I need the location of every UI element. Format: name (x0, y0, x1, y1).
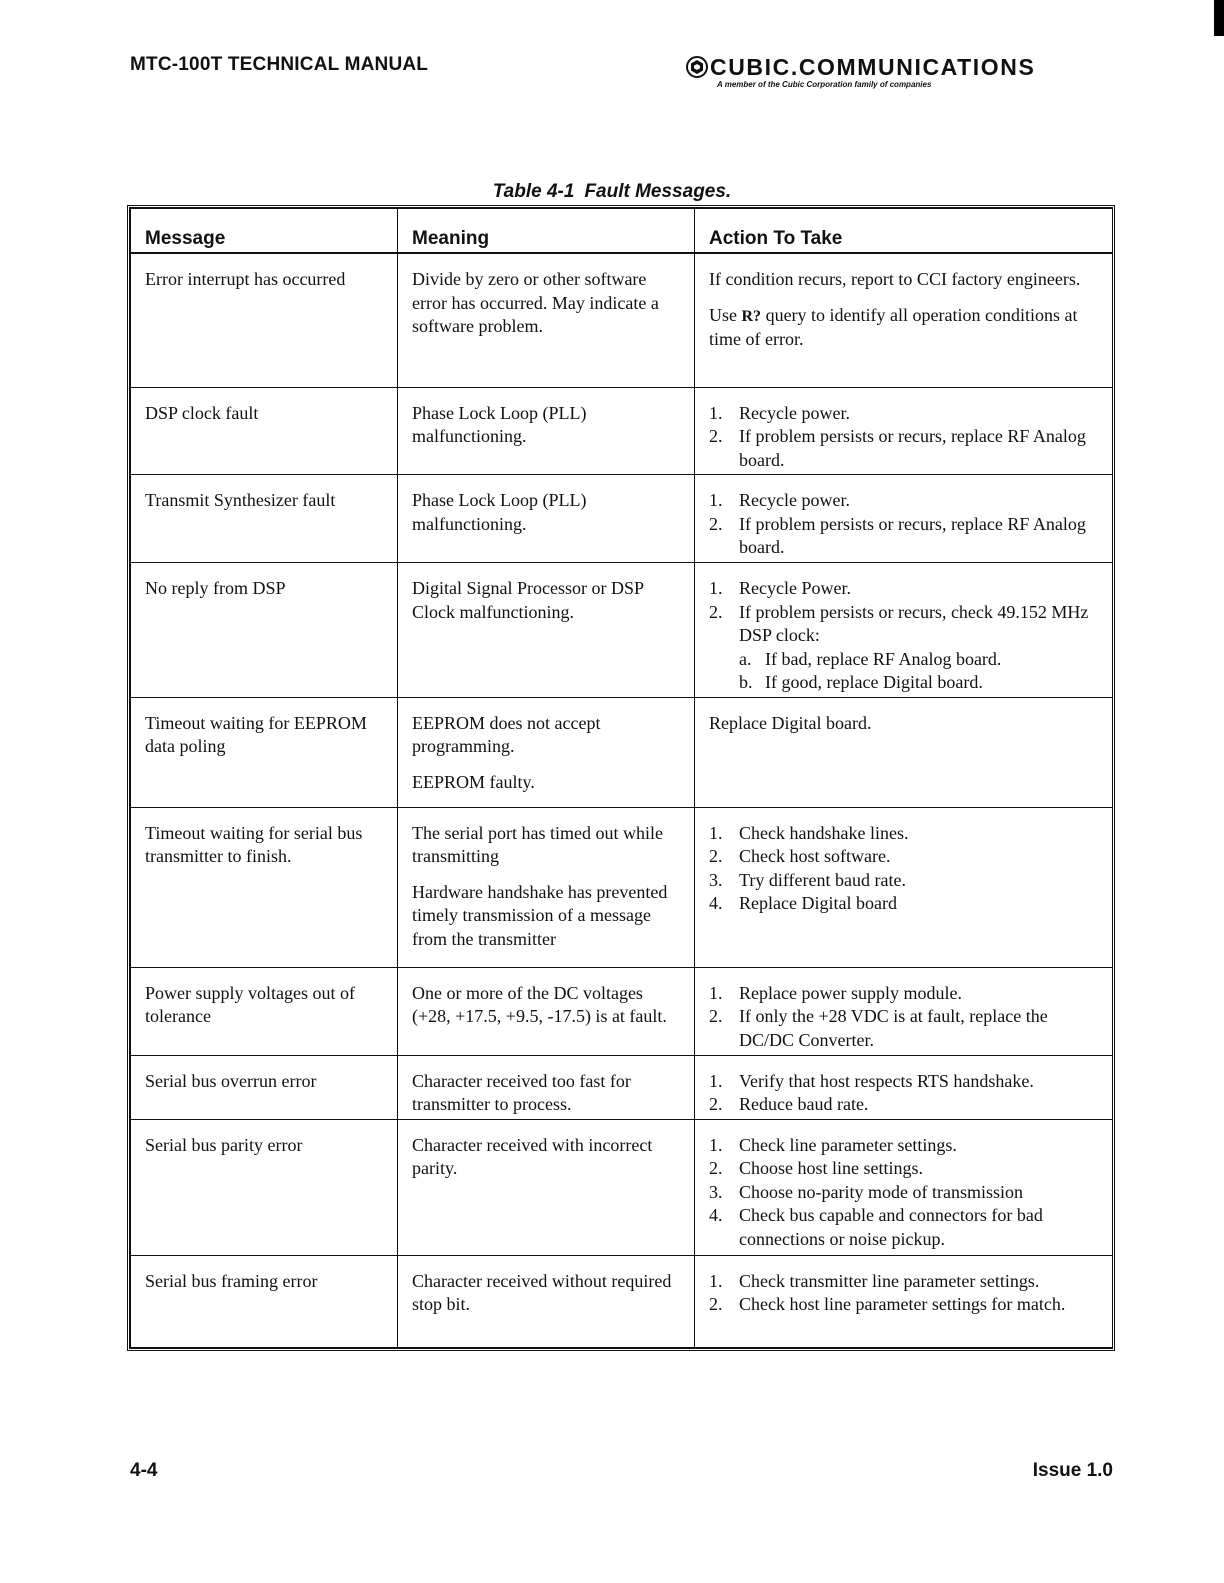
table-row (131, 967, 1113, 1055)
step-number: 1. (709, 490, 723, 510)
meaning-text: One or more of the DC voltages (+28, +17.5, +9.5, -17.5) is at fault. (412, 982, 667, 1026)
message-cell: Serial bus overrun error (131, 1055, 398, 1119)
action-steps (709, 1070, 1100, 1117)
step-text: Check line parameter settings. (739, 1134, 957, 1155)
step-text: If problem persists or recurs, check 49.152 MHz DSP clock: (739, 601, 1089, 645)
meaning-text: Character received without required stop bit. (412, 1270, 672, 1314)
table-row (131, 387, 1113, 475)
action-step (709, 1093, 1100, 1117)
action-step (709, 1270, 1100, 1294)
step-number: 1. (709, 1270, 723, 1291)
action-step (709, 577, 1100, 601)
step-number: 2. (709, 1294, 723, 1314)
company-name: CUBIC.COMMUNICATIONS (710, 54, 1036, 80)
action-step (709, 1204, 1100, 1251)
table-caption-title: Fault Messages. (584, 181, 732, 202)
step-text: Check host line parameter settings for match. (739, 1294, 1066, 1314)
action-step (709, 892, 1100, 916)
meaning-cell (398, 807, 695, 967)
table-row (131, 253, 1113, 387)
table-caption-number: Table 4-1 (492, 181, 575, 202)
cubic-logo-icon (686, 56, 708, 78)
column-header-message: Message (131, 209, 398, 254)
action-cell (695, 253, 1113, 387)
step-number: 1. (709, 982, 723, 1003)
page-number: 4-4 (130, 1460, 158, 1481)
step-text: Replace Digital board (739, 893, 897, 913)
action-steps (709, 1134, 1100, 1252)
action-step (709, 402, 1100, 426)
action-cell (695, 967, 1113, 1055)
table-row (131, 1055, 1113, 1119)
substep-letter: a. (739, 648, 752, 669)
issue-label: Issue 1.0 (1032, 1460, 1113, 1481)
step-number: 4. (709, 1205, 723, 1225)
manual-title: MTC-100T TECHNICAL MANUAL (130, 54, 429, 75)
step-number: 2. (709, 1158, 723, 1178)
message-cell: Timeout waiting for serial bus transmitter to finish. (131, 807, 398, 967)
step-number: 1. (709, 402, 723, 423)
step-text: Check host software. (739, 846, 891, 866)
meaning-text: Phase Lock Loop (PLL) malfunctioning. (412, 490, 587, 534)
meaning-cell (398, 563, 695, 698)
substep-text: If bad, replace RF Analog board. (765, 648, 1002, 669)
action-steps (709, 1270, 1100, 1317)
meaning-cell (398, 1119, 695, 1255)
table-header-row (131, 209, 1113, 254)
step-number: 3. (709, 869, 723, 890)
meaning-cell (398, 697, 695, 807)
action-step (709, 1181, 1100, 1205)
action-steps (709, 982, 1100, 1053)
meaning-text: Hardware handshake has prevented timely transmission of a message from the transmitter (412, 881, 668, 949)
action-step (709, 513, 1100, 560)
action-step (709, 425, 1100, 472)
action-substep (739, 671, 1100, 695)
fault-messages-table (127, 205, 1115, 1351)
step-text: If problem persists or recurs, replace RF Analog board. (739, 426, 1086, 470)
step-number: 1. (709, 1070, 723, 1091)
action-step (709, 869, 1100, 893)
scan-edge-mark (1214, 0, 1224, 36)
meaning-cell (398, 387, 695, 475)
action-step (709, 822, 1100, 846)
step-number: 1. (709, 1134, 723, 1155)
step-number: 1. (709, 578, 723, 598)
action-step (709, 489, 1100, 513)
step-number: 3. (709, 1181, 723, 1202)
message-cell: No reply from DSP (131, 563, 398, 698)
action-step (709, 601, 1100, 695)
meaning-cell (398, 967, 695, 1055)
step-text: Choose host line settings. (739, 1158, 923, 1178)
step-text: Recycle power. (739, 402, 850, 423)
step-text: Recycle Power. (739, 578, 851, 598)
substep-text: If good, replace Digital board. (765, 672, 983, 692)
step-number: 2. (709, 513, 723, 534)
step-text: Choose no-parity mode of transmission (739, 1181, 1023, 1202)
message-cell: DSP clock fault (131, 387, 398, 475)
action-cell (695, 475, 1113, 563)
meaning-text: Character received with incorrect parity. (412, 1134, 653, 1178)
action-cell (695, 387, 1113, 475)
message-cell: Power supply voltages out of tolerance (131, 967, 398, 1055)
column-header-action: Action To Take (695, 209, 1113, 254)
table-row (131, 697, 1113, 807)
message-cell: Timeout waiting for EEPROM data poling (131, 697, 398, 807)
action-step (709, 1005, 1100, 1052)
table-caption (0, 181, 1224, 203)
action-steps (709, 822, 1100, 916)
action-text: If condition recurs, report to CCI factory engineers. (709, 269, 1081, 289)
column-header-meaning: Meaning (398, 209, 695, 254)
step-number: 2. (709, 1094, 723, 1114)
meaning-text: EEPROM faulty. (412, 771, 535, 792)
meaning-text: Divide by zero or other software error has occurred. May indicate a software problem. (412, 269, 659, 336)
step-text: Verify that host respects RTS handshake. (739, 1070, 1034, 1091)
query-command: R? (741, 307, 762, 325)
step-number: 2. (709, 601, 723, 622)
step-text: Check handshake lines. (739, 822, 909, 843)
table-row (131, 807, 1113, 967)
meaning-cell (398, 475, 695, 563)
step-text: Check transmitter line parameter settings. (739, 1270, 1040, 1291)
step-text: Replace power supply module. (739, 982, 962, 1003)
action-step (709, 845, 1100, 869)
meaning-text: Character received too fast for transmitter to process. (412, 1070, 631, 1114)
step-number: 2. (709, 1006, 723, 1026)
step-text: Try different baud rate. (739, 869, 906, 890)
action-step (709, 1134, 1100, 1158)
action-step (709, 1070, 1100, 1094)
action-cell (695, 807, 1113, 967)
meaning-text: Digital Signal Processor or DSP Clock malfunctioning. (412, 578, 644, 622)
company-tagline: A member of the Cubic Corporation family of companies (717, 80, 932, 89)
action-step (709, 1293, 1100, 1317)
step-number: 2. (709, 426, 723, 446)
action-cell (695, 1055, 1113, 1119)
action-text-pre: Use (709, 304, 742, 325)
table-row (131, 563, 1113, 698)
message-cell: Serial bus framing error (131, 1255, 398, 1347)
action-steps (709, 577, 1100, 695)
action-text: Replace Digital board. (709, 712, 872, 733)
meaning-text: EEPROM does not accept programming. (412, 712, 601, 756)
step-text: Recycle power. (739, 490, 850, 510)
action-steps (709, 402, 1100, 473)
meaning-text: Phase Lock Loop (PLL) malfunctioning. (412, 402, 587, 446)
action-cell (695, 1255, 1113, 1347)
message-cell: Serial bus parity error (131, 1119, 398, 1255)
action-cell (695, 1119, 1113, 1255)
meaning-cell (398, 1055, 695, 1119)
action-step (709, 982, 1100, 1006)
action-text-post: query to identify all operation conditions at time of error. (709, 304, 1078, 349)
table-row (131, 1119, 1113, 1255)
action-substeps (739, 648, 1100, 695)
action-cell (695, 697, 1113, 807)
meaning-text: The serial port has timed out while transmitting (412, 822, 663, 866)
step-text: If problem persists or recurs, replace RF Analog board. (739, 513, 1086, 557)
action-cell (695, 563, 1113, 698)
company-logo (686, 54, 1116, 94)
action-steps (709, 489, 1100, 560)
step-text: If only the +28 VDC is at fault, replace the DC/DC Converter. (739, 1006, 1048, 1050)
step-number: 2. (709, 846, 723, 866)
message-cell: Transmit Synthesizer fault (131, 475, 398, 563)
step-number: 4. (709, 893, 723, 913)
step-number: 1. (709, 822, 723, 843)
table-row (131, 475, 1113, 563)
action-step (709, 1157, 1100, 1181)
meaning-cell (398, 253, 695, 387)
action-substep (739, 648, 1100, 672)
meaning-cell (398, 1255, 695, 1347)
message-cell: Error interrupt has occurred (131, 253, 398, 387)
action-text (709, 304, 1100, 352)
table-row (131, 1255, 1113, 1347)
step-text: Reduce baud rate. (739, 1094, 869, 1114)
substep-letter: b. (739, 672, 753, 692)
step-text: Check bus capable and connectors for bad connections or noise pickup. (739, 1205, 1043, 1249)
